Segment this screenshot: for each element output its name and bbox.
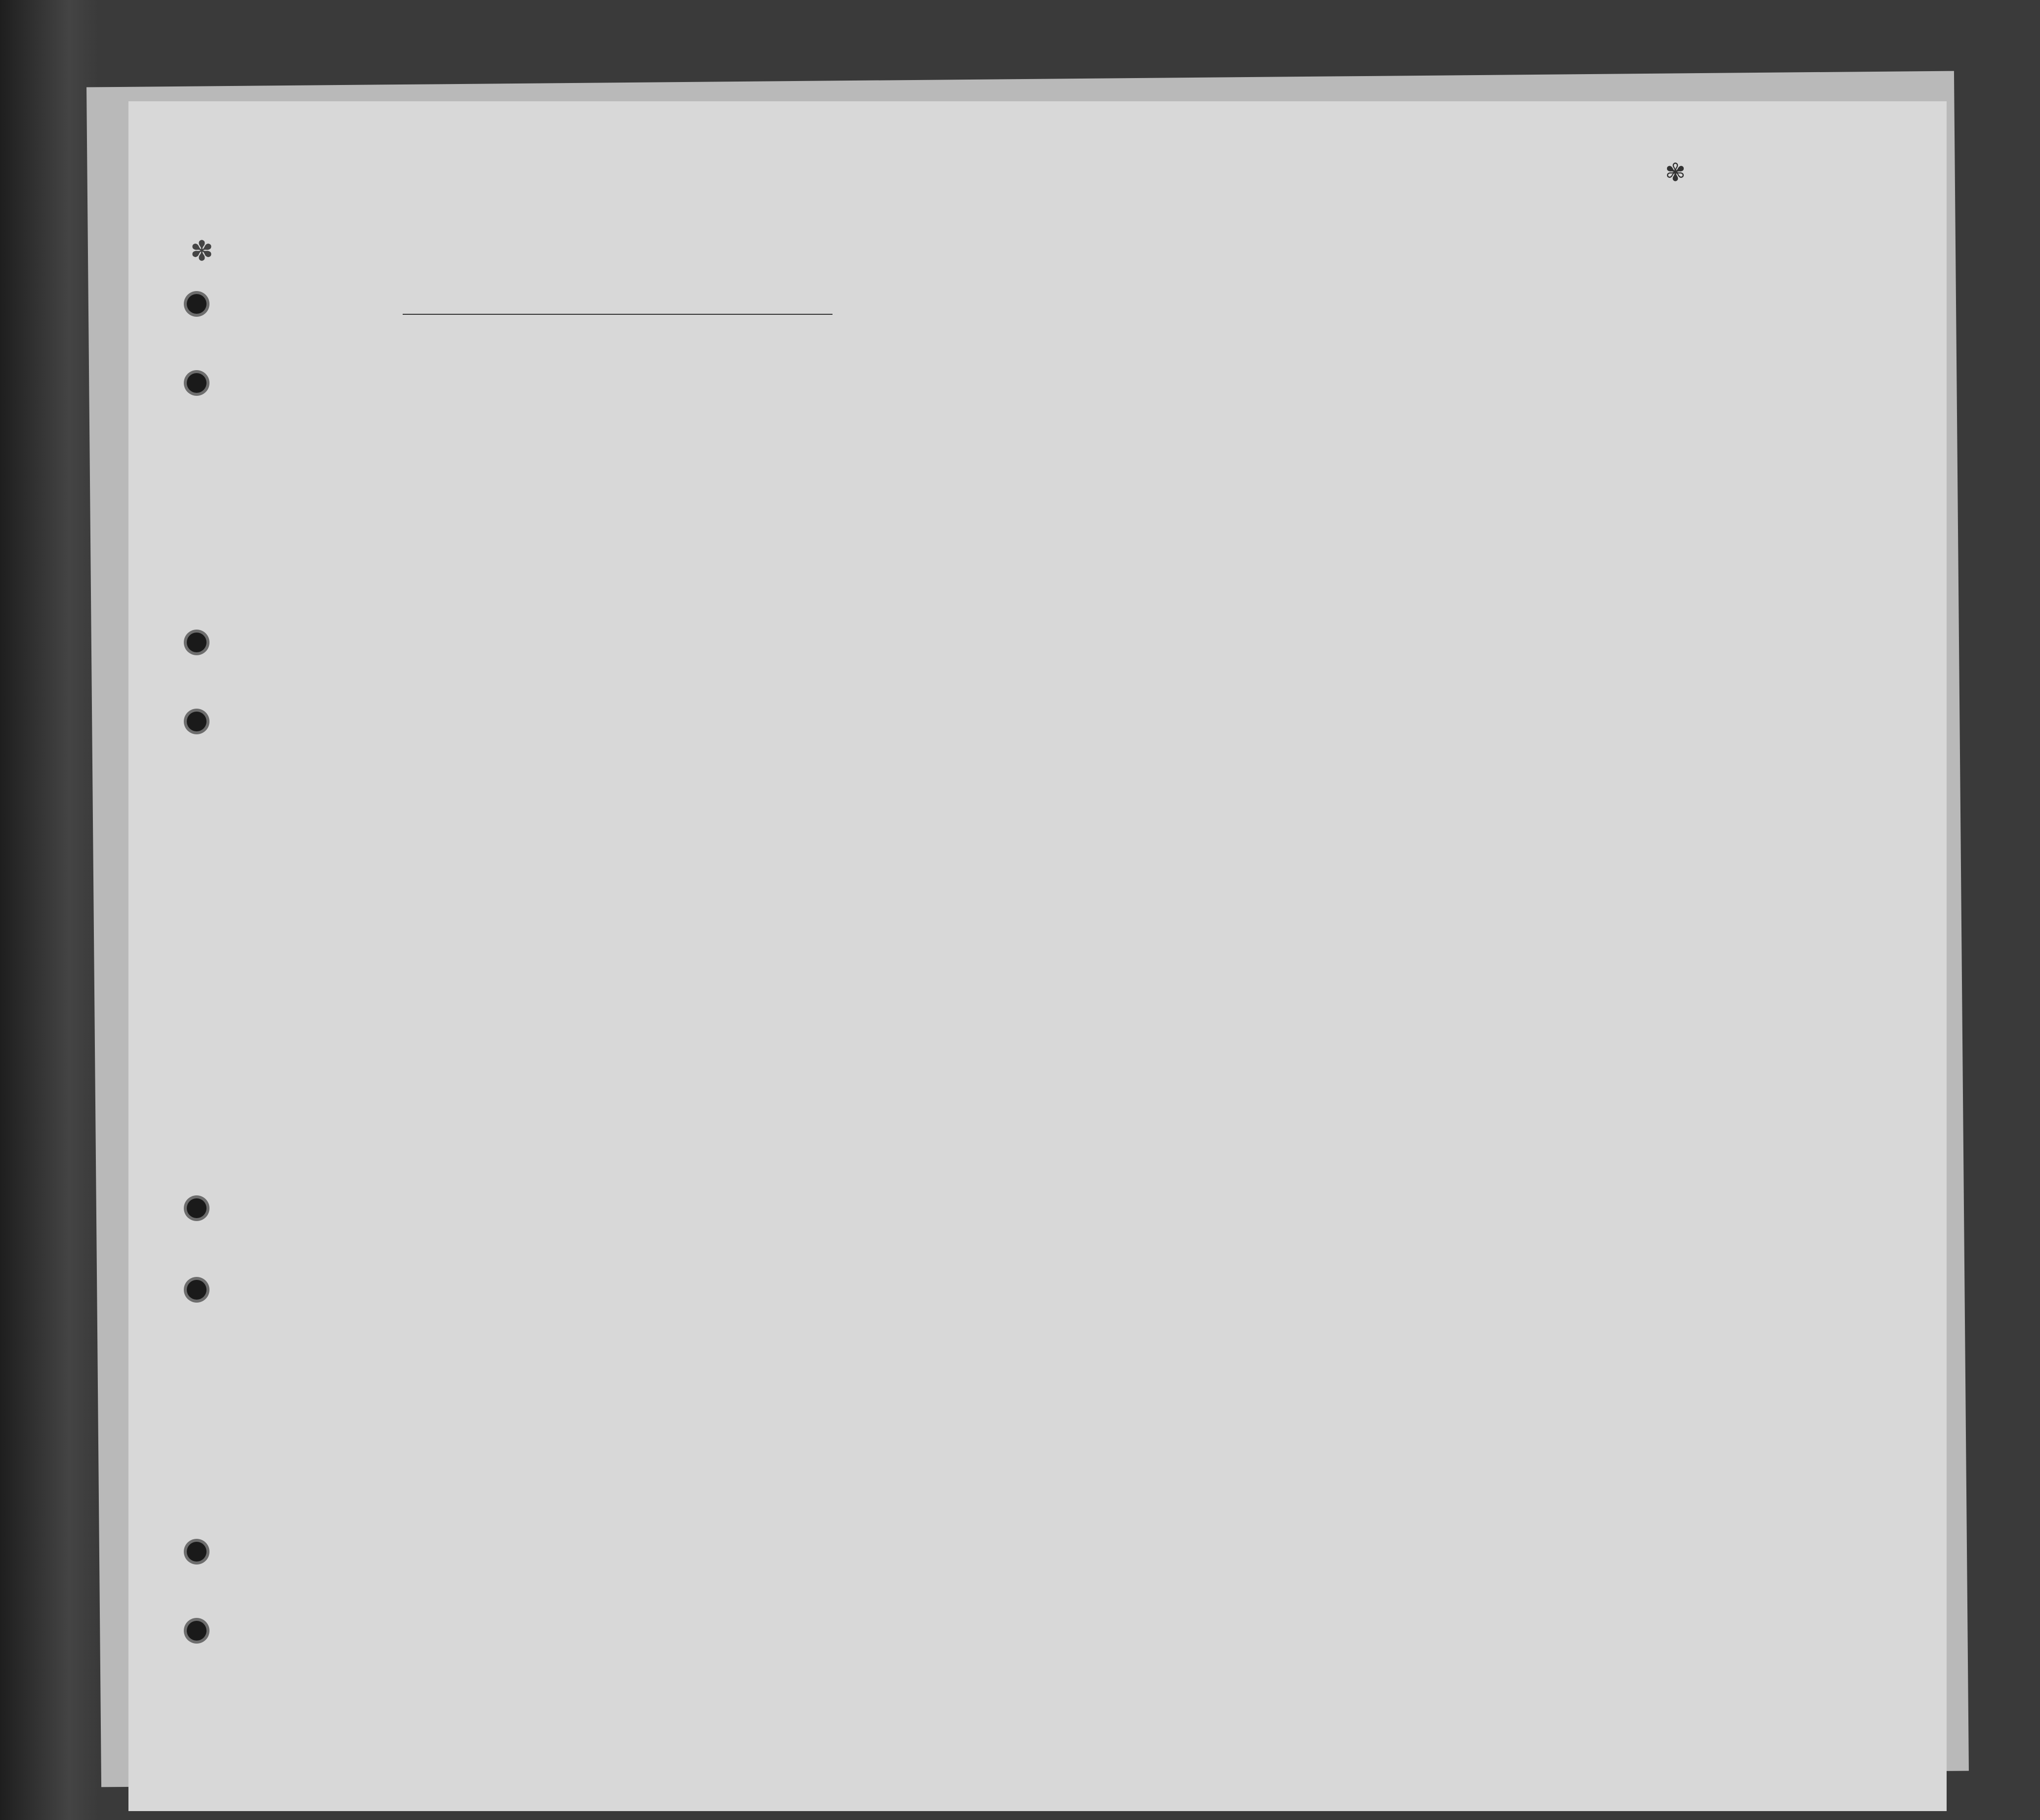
punch-hole xyxy=(187,1542,207,1562)
seal-icon: ✾ xyxy=(1665,159,1686,186)
punch-hole xyxy=(187,373,207,393)
punch-hole xyxy=(187,1280,207,1300)
punch-hole xyxy=(187,633,207,652)
punch-hole xyxy=(187,712,207,731)
vessel-underline xyxy=(403,314,833,315)
punch-hole xyxy=(187,1621,207,1641)
vessel-line xyxy=(128,289,1947,319)
manifest-page xyxy=(128,101,1947,1811)
ink-blot-icon: ✽ xyxy=(190,235,213,266)
punch-hole xyxy=(187,1198,207,1218)
